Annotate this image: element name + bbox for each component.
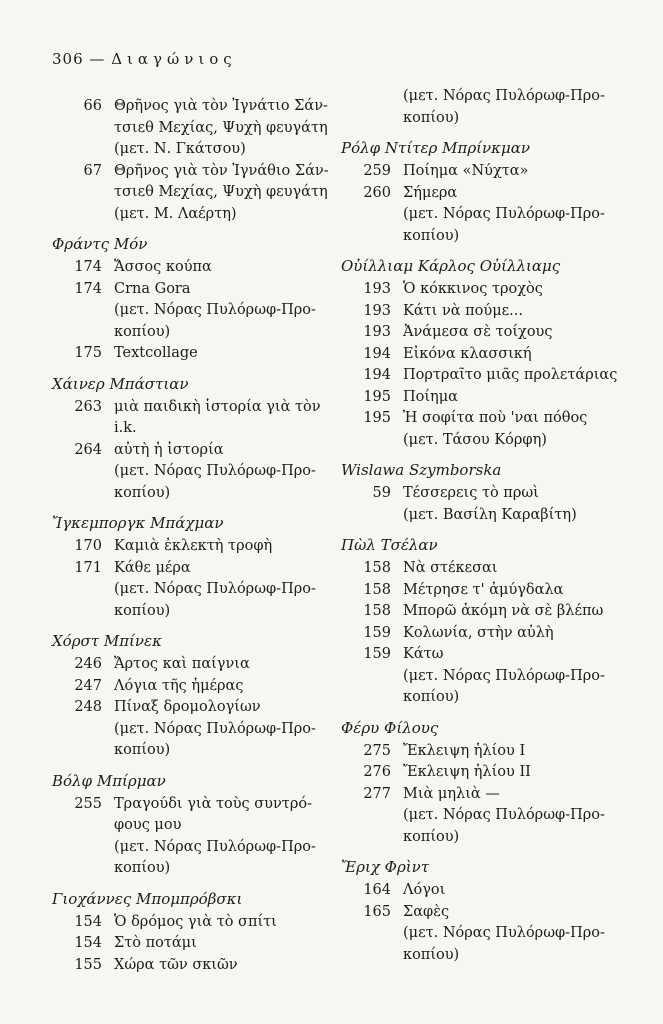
entry-title: [403, 279, 616, 301]
entry-title: [403, 183, 616, 248]
title-line: Ὁ κόκκινος τροχὸς: [403, 281, 543, 297]
entry-title: [403, 365, 617, 387]
entry-page-number: 194: [363, 367, 391, 383]
index-entry: [341, 408, 616, 451]
entry-page-number: 154: [74, 935, 102, 951]
entry-page-number: 158: [363, 581, 391, 598]
entry-page-number: 159: [363, 624, 391, 641]
index-entry: [52, 654, 327, 676]
author-name: Χόρστ Μπίνεκ: [52, 632, 162, 650]
index-entry: [341, 301, 616, 323]
entry-page-number: 277: [363, 785, 391, 802]
title-line: Μιὰ μηλιὰ —: [403, 785, 500, 802]
entry-page-number: 193: [363, 324, 391, 340]
title-line: i.k.: [114, 420, 137, 436]
running-head: [52, 50, 237, 68]
index-entry: [52, 794, 327, 880]
title-line: Λόγοι: [403, 882, 446, 898]
title-line: Crna Gora: [114, 280, 191, 297]
entry-title: [403, 161, 616, 183]
title-line: Ποίημα: [403, 388, 458, 405]
entry-page-number: 165: [363, 903, 391, 920]
translator-line: (μετ. Νόρας Πυλόρωφ-Προ-: [403, 667, 605, 684]
index-entry: [52, 955, 327, 977]
entry-page-number: 260: [363, 184, 391, 201]
entry-page-number: 59: [372, 485, 391, 501]
entry-title: [114, 343, 327, 365]
translator-line: κοπίου): [403, 828, 460, 845]
entry-title: [403, 301, 616, 323]
entry-title: [114, 676, 327, 698]
author-group: [341, 717, 616, 849]
index-entry: [52, 279, 327, 344]
index-entry: [52, 536, 327, 558]
translator-line: κοπίου): [403, 689, 460, 705]
title-line: Λόγια τῆς ἡμέρας: [114, 677, 244, 694]
title-line: Τραγούδι γιὰ τοὺς συντρό-: [114, 795, 312, 812]
title-line: Κάθε μέρα: [114, 559, 191, 576]
index-entry: [341, 86, 616, 129]
left-column: [52, 96, 327, 980]
entry-page-number: 194: [363, 345, 391, 362]
index-entry: [341, 902, 616, 967]
index-entry: [52, 558, 327, 623]
entry-page-number: 255: [74, 795, 102, 812]
entry-page-number: 159: [363, 646, 391, 662]
title-line: Σαφὲς: [403, 903, 450, 920]
entry-title: [114, 161, 329, 226]
translator-line: (μετ. Νόρας Πυλόρωφ-Προ-: [114, 838, 316, 855]
entry-page-number: 263: [74, 398, 102, 415]
translator-line: κοπίου): [403, 109, 460, 126]
index-entry: [341, 365, 616, 387]
author-group: [52, 888, 327, 977]
entry-title: [114, 697, 327, 762]
entry-page-number: 246: [74, 656, 102, 672]
entry-title: [114, 558, 327, 623]
translator-line: κοπίου): [114, 323, 171, 340]
author-group: [52, 233, 327, 365]
title-line: Ἄσσος κούπα: [114, 259, 212, 275]
title-line: Ἡ σοφίτα ποὺ 'ναι πόθος: [403, 410, 588, 426]
index-entry: [341, 161, 616, 183]
translator-line: κοπίου): [403, 227, 460, 244]
entry-page-number: 276: [363, 764, 391, 780]
author-group: [341, 856, 616, 966]
title-line: Πίναξ δρομολογίων: [114, 699, 261, 715]
translator-line: κοπίου): [114, 602, 171, 619]
title-line: τσιεθ Μεχίας, Ψυχὴ φευγάτη: [114, 119, 328, 136]
entry-title: [403, 902, 616, 967]
author-group: [341, 137, 616, 247]
title-line: Εἰκόνα κλασσική: [403, 345, 532, 362]
index-entry: [341, 558, 616, 580]
title-line: Νὰ στέκεσαι: [403, 560, 498, 576]
index-entry: [341, 880, 616, 902]
entry-title: [114, 654, 327, 676]
translator-line: (μετ. Νόρας Πυλόρωφ-Προ-: [114, 302, 316, 318]
author-name: Φράντς Μόν: [52, 235, 148, 253]
entry-title: [403, 387, 616, 409]
index-entry: [341, 279, 616, 301]
entry-page-number: 158: [363, 560, 391, 576]
right-column: [341, 86, 616, 970]
entry-title: [114, 955, 327, 977]
translator-line: (μετ. Μ. Λαέρτη): [114, 205, 237, 222]
entry-page-number: 195: [363, 388, 391, 405]
author-group: [52, 630, 327, 762]
entry-title: [403, 741, 616, 763]
author-name: Οὐίλλιαμ Κάρλος Οὐίλλιαμς: [341, 257, 561, 275]
author-group: [341, 534, 616, 709]
title-line: φους μου: [114, 817, 182, 833]
index-entry: [52, 440, 327, 505]
index-entry: [341, 322, 616, 344]
entry-title: [403, 483, 616, 526]
page-number: 306: [52, 50, 84, 68]
entry-page-number: 66: [83, 98, 102, 114]
running-head-title: Διαγώνιος: [111, 50, 237, 68]
title-line: Καμιὰ ἐκλεκτὴ τροφὴ: [114, 538, 273, 554]
entry-title: [403, 601, 616, 623]
index-entry: [341, 784, 616, 849]
translator-line: (μετ. Ν. Γκάτσου): [114, 141, 246, 157]
author-name: Wislawa Szymborska: [341, 461, 502, 479]
title-line: Ἀνάμεσα σὲ τοίχους: [403, 324, 553, 340]
translator-line: κοπίου): [403, 946, 460, 963]
author-name: Βόλφ Μπίρμαν: [52, 771, 166, 790]
title-line: Ποίημα «Νύχτα»: [403, 163, 529, 179]
entry-page-number: 164: [363, 882, 391, 898]
title-line: Πορτραῖτο μιᾶς προλετάριας: [403, 367, 618, 383]
index-entry: [341, 580, 616, 602]
index-entry: [341, 762, 616, 784]
translator-line: (μετ. Νόρας Πυλόρωφ-Προ-: [403, 925, 605, 941]
title-line: Κάτι νὰ πούμε...: [403, 302, 523, 319]
index-entry: [52, 161, 327, 226]
entry-page-number: 275: [363, 742, 391, 759]
index-entry: [52, 912, 327, 934]
entry-title: [114, 536, 327, 558]
title-line: Κολωνία, στὴν αὐλὴ: [403, 624, 554, 641]
author-group: [52, 373, 327, 505]
title-line: Ἔκλειψη ἡλίου II: [403, 764, 531, 780]
entry-page-number: 171: [74, 559, 102, 576]
index-entry: [341, 741, 616, 763]
entry-title: [403, 880, 616, 902]
author-name: Πὼλ Τσέλαν: [341, 536, 438, 554]
index-entry: [341, 483, 616, 526]
index-entry: [341, 644, 616, 709]
entry-page-number: 154: [74, 913, 102, 930]
translator-line: (μετ. Βασίλη Καραβίτη): [403, 506, 577, 523]
entry-page-number: 175: [74, 345, 102, 361]
title-line: Θρῆνος γιὰ τὸν Ἰγνάθιο Σάν-: [114, 162, 329, 179]
index-entry: [52, 96, 327, 161]
title-line: Ἔκλειψη ἡλίου I: [403, 742, 526, 759]
entry-page-number: 174: [74, 280, 102, 297]
entry-title: [114, 279, 327, 344]
author-name: Ρόλφ Ντίτερ Μπρίνκμαν: [341, 139, 531, 157]
author-name: Ἴγκεμποργκ Μπάχμαν: [52, 514, 224, 532]
title-line: Θρῆνος γιὰ τὸν Ἰγνάτιο Σάν-: [114, 98, 328, 114]
entry-page-number: 247: [74, 677, 102, 694]
author-name: Χάινερ Μπάστιαν: [52, 374, 189, 393]
index-entry: [52, 397, 327, 440]
translator-line: (μετ. Νόρας Πυλόρωφ-Προ-: [114, 463, 316, 479]
author-name: Ἔριχ Φρὶντ: [341, 858, 430, 876]
title-line: Textcollage: [114, 345, 198, 361]
entry-page-number: 248: [74, 699, 102, 715]
entry-title: [114, 96, 328, 161]
entry-title: [403, 762, 616, 784]
translator-line: κοπίου): [114, 484, 171, 501]
index-entry: [52, 933, 327, 955]
translator-line: (μετ. Νόρας Πυλόρωφ-Προ-: [403, 807, 605, 823]
index-entry: [341, 601, 616, 623]
author-group: [341, 255, 616, 451]
index-entry: [52, 697, 327, 762]
index-entry: [52, 676, 327, 698]
author-name: Φέρυ Φίλους: [341, 718, 439, 737]
entry-title: [403, 322, 616, 344]
translator-line: κοπίου): [114, 860, 171, 876]
entry-page-number: [341, 86, 403, 129]
entry-page-number: 155: [74, 956, 102, 973]
index-entry: [341, 623, 616, 645]
entry-page-number: 195: [363, 410, 391, 426]
translator-line: κοπίου): [114, 742, 171, 758]
translator-line: (μετ. Νόρας Πυλόρωφ-Προ-: [114, 581, 316, 597]
author-group: [52, 96, 327, 225]
index-entry: [52, 343, 327, 365]
title-line: Μπορῶ ἀκόμη νὰ σὲ βλέπω: [403, 603, 604, 619]
translator-line: (μετ. Τάσου Κόρφη): [403, 431, 547, 448]
title-line: μιὰ παιδικὴ ἱστορία γιὰ τὸν: [114, 398, 321, 415]
entry-page-number: 193: [363, 281, 391, 297]
title-line: Στὸ ποτάμι: [114, 935, 197, 951]
title-line: Κάτω: [403, 646, 444, 662]
running-head-dash: —: [89, 50, 106, 68]
title-line: τσιεθ Μεχίας, Ψυχὴ φευγάτη: [114, 184, 328, 200]
author-group: [341, 86, 616, 129]
title-line: Τέσσερεις τὸ πρωὶ: [403, 485, 539, 501]
translator-line: (μετ. Νόρας Πυλόρωφ-Προ-: [403, 88, 605, 104]
entry-title: [403, 784, 616, 849]
author-group: [341, 459, 616, 526]
entry-title: [114, 933, 327, 955]
entry-title: [403, 580, 616, 602]
entry-page-number: 174: [74, 259, 102, 275]
entry-page-number: 67: [83, 162, 102, 179]
author-group: [52, 770, 327, 880]
title-line: Σήμερα: [403, 184, 458, 201]
index-entry: [341, 183, 616, 248]
entry-page-number: 193: [363, 302, 391, 319]
index-entry: [52, 257, 327, 279]
author-group: [52, 512, 327, 622]
entry-page-number: 170: [74, 538, 102, 554]
entry-page-number: 158: [363, 603, 391, 619]
title-line: Χώρα τῶν σκιῶν: [114, 956, 238, 973]
entry-page-number: 264: [74, 441, 102, 458]
index-entry: [341, 344, 616, 366]
entry-title: [114, 794, 327, 880]
entry-title: [114, 912, 327, 934]
entry-title: [114, 257, 327, 279]
entry-title: [114, 440, 327, 505]
title-line: Ἄρτος καὶ παίγνια: [114, 656, 250, 672]
translator-line: (μετ. Νόρας Πυλόρωφ-Προ-: [114, 720, 316, 737]
entry-title: [403, 644, 616, 709]
entry-title: [403, 344, 616, 366]
entry-title: [403, 408, 616, 451]
entry-title: [403, 558, 616, 580]
title-line: Μέτρησε τ' ἀμύγδαλα: [403, 581, 564, 598]
index-entry: [341, 387, 616, 409]
entry-title: [114, 397, 327, 440]
entry-page-number: 259: [363, 163, 391, 179]
author-name: Γιοχάννες Μπομπρόβσκι: [52, 889, 243, 908]
title-line: αὐτὴ ἡ ἱστορία: [114, 441, 224, 458]
entry-title: [403, 623, 616, 645]
title-line: Ὁ δρόμος γιὰ τὸ σπίτι: [114, 913, 277, 930]
entry-title: [403, 86, 616, 129]
translator-line: (μετ. Νόρας Πυλόρωφ-Προ-: [403, 206, 605, 222]
